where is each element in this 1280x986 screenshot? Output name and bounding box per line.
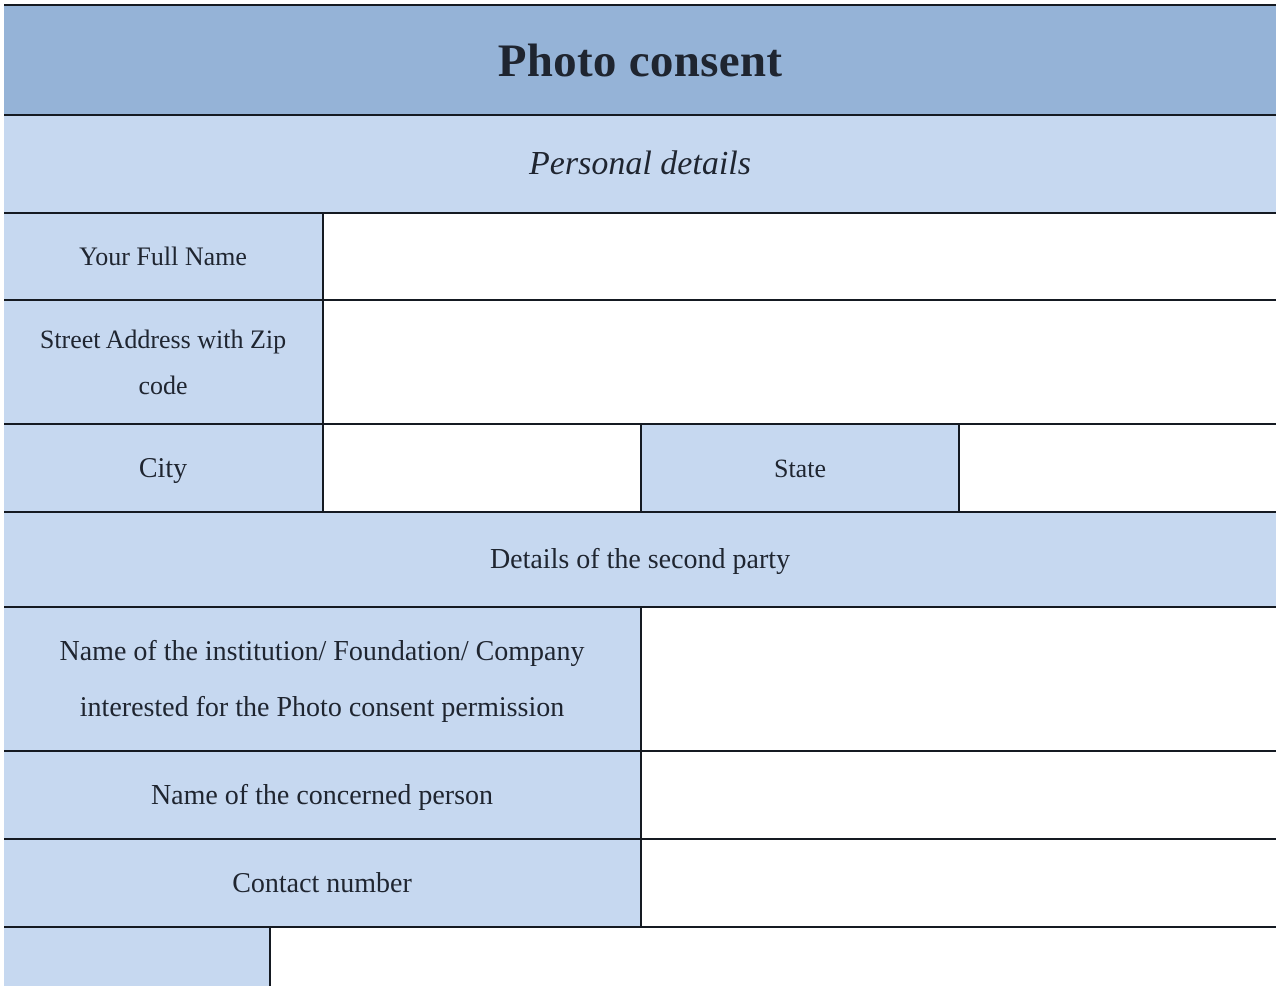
concerned-person-label: Name of the concerned person [4, 752, 640, 839]
field-row-city-state [4, 423, 1276, 512]
city-label: City [4, 425, 322, 512]
field-row-full-name [4, 212, 1276, 300]
state-input[interactable] [958, 425, 1276, 512]
full-name-label: Your Full Name [4, 214, 322, 300]
section-heading: Personal details [529, 145, 751, 182]
section-heading: Details of the second party [489, 544, 791, 575]
street-address-label: Street Address with Zip code [4, 301, 322, 424]
field-row-street-address [4, 299, 1276, 424]
street-address-input[interactable] [322, 301, 1276, 424]
field-row-contact-number [4, 838, 1276, 927]
contact-number-label: Contact number [4, 840, 640, 927]
city-input[interactable] [322, 425, 640, 512]
form-title: Photo consent [497, 34, 783, 87]
section-second-party [4, 511, 1276, 607]
partial-row-input[interactable] [269, 928, 1276, 986]
field-row-concerned-person [4, 750, 1276, 839]
form-title-row [4, 4, 1276, 115]
section-personal-details [4, 114, 1276, 212]
contact-number-input[interactable] [640, 840, 1276, 927]
institution-label: Name of the institution/ Foundation/ Company interested for the Photo consent permission [4, 608, 640, 751]
partial-row-label [4, 928, 269, 986]
institution-input[interactable] [640, 608, 1276, 751]
field-row-partial [4, 926, 1276, 986]
full-name-input[interactable] [322, 214, 1276, 300]
state-label: State [640, 425, 958, 512]
field-row-institution [4, 606, 1276, 751]
concerned-person-input[interactable] [640, 752, 1276, 839]
